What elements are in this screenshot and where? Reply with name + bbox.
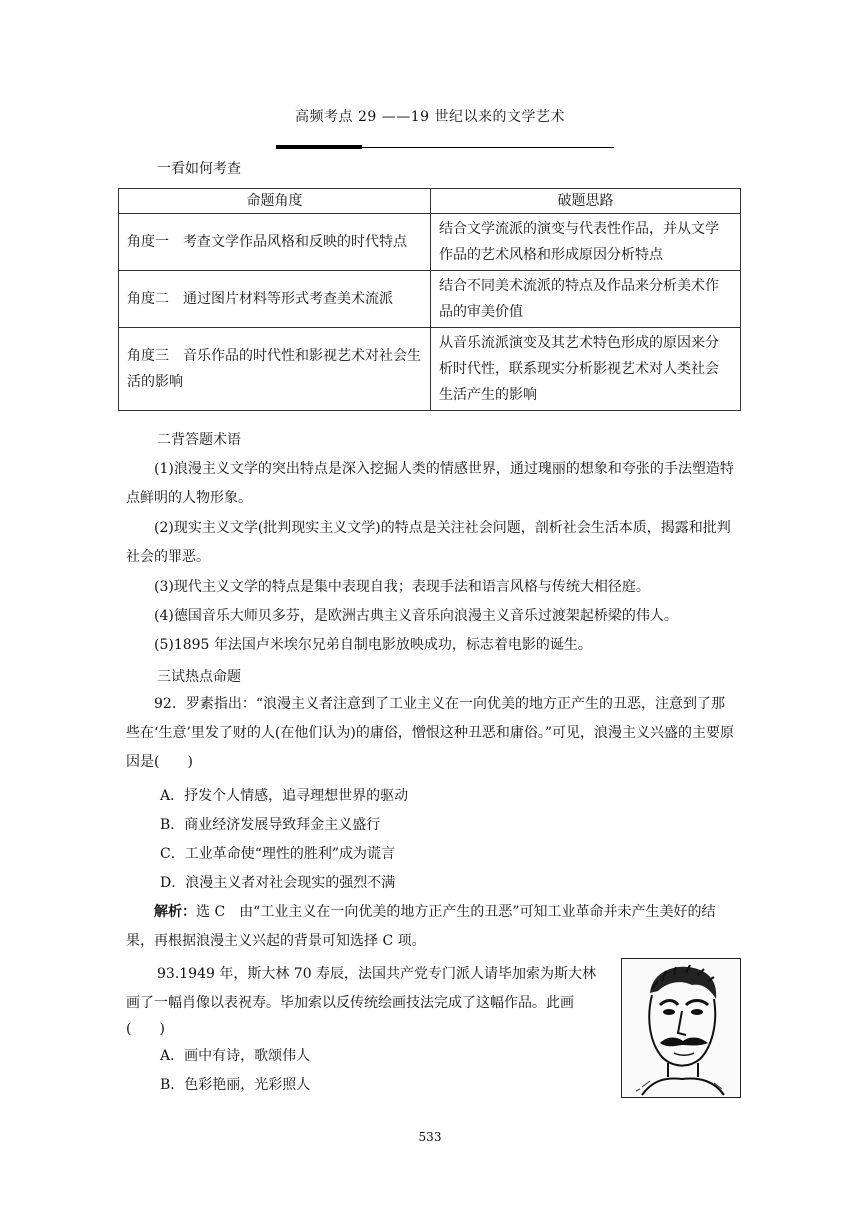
portrait-sketch-drawing xyxy=(622,959,740,1097)
term-3: (3)现代主义文学的特点是集中表现自我；表现手法和语言风格与传统大相径庭。 xyxy=(154,579,650,595)
term-5: (5)1895 年法国卢米埃尔兄弟自制电影放映成功，标志着电影的诞生。 xyxy=(154,637,592,653)
page-title: 高频考点 29 ——19 世纪以来的文学艺术 xyxy=(295,109,565,125)
table-cell: 角度三 音乐作品的时代性和影视艺术对社会生活的影响 xyxy=(119,328,431,411)
table-cell: 从音乐流派演变及其艺术特色形成的原因来分析时代性，联系现实分析影视艺术对人类社会生活产生的影响 xyxy=(431,328,741,411)
table-row xyxy=(119,214,741,271)
question-93-stem-line-1: 93.1949 年，斯大林 70 寿辰，法国共产党专门派人请毕加索为斯大林 xyxy=(157,966,597,982)
title-underline-thick xyxy=(276,145,362,149)
page-number: 533 xyxy=(418,1130,442,1144)
question-93-option-b: B．色彩艳丽，光彩照人 xyxy=(160,1077,311,1093)
question-92-option-c: C．工业革命使“理性的胜利”成为谎言 xyxy=(160,846,396,862)
portrait-sketch-image xyxy=(621,958,741,1098)
section-heading-1: 一看如何考查 xyxy=(157,161,241,177)
term-1: (1)浪漫主义文学的突出特点是深入挖掘人类的情感世界，通过瑰丽的想象和夸张的手法塑造特点鲜明的人物形象。 xyxy=(126,461,734,506)
question-92-option-d: D．浪漫主义者对社会现实的强烈不满 xyxy=(160,875,396,891)
table-cell: 结合文学流派的演变与代表性作品，并从文学作品的艺术风格和形成原因分析特点 xyxy=(431,214,741,271)
title-underline-thin xyxy=(362,147,614,148)
term-4: (4)德国音乐大师贝多芬，是欧洲古典主义音乐向浪漫主义音乐过渡架起桥梁的伟人。 xyxy=(154,608,678,624)
question-92-option-b: B．商业经济发展导致拜金主义盛行 xyxy=(160,817,381,833)
question-93-stem-line-3: ( ) xyxy=(126,1021,165,1037)
analysis-text: 选 C 由“工业主义在一向优美的地方正产生的丑恶”可知工业革命并未产生美好的结果，再根据浪漫主义兴起的背景可知选择 C 项。 xyxy=(126,904,716,949)
term-2: (2)现实主义文学(批判现实主义文学)的特点是关注社会问题，剖析社会生活本质，揭露和批判社会的罪恶。 xyxy=(126,520,731,565)
table-cell: 角度一 考查文学作品风格和反映的时代特点 xyxy=(119,214,431,271)
question-93-stem-line-2: 画了一幅肖像以表祝寿。毕加索以反传统绘画技法完成了这幅作品。此画 xyxy=(126,995,574,1011)
table-header-cell: 命题角度 xyxy=(119,189,431,214)
table-cell: 角度二 通过图片材料等形式考查美术流派 xyxy=(119,271,431,328)
section-heading-2: 二背答题术语 xyxy=(157,432,241,448)
section-heading-3: 三试热点命题 xyxy=(157,669,241,685)
question-93-option-a: A．画中有诗，歌颂伟人 xyxy=(160,1048,311,1064)
question-92-stem: 92．罗素指出：“浪漫主义者注意到了工业主义在一向优美的地方正产生的丑恶，注意到了那些在‘生意’里发了财的人(在他们认为)的庸俗，憎恨这种丑恶和庸俗。”可见，浪漫主义兴盛的主要原因是( ) xyxy=(126,696,734,770)
analysis-label: 解析： xyxy=(154,904,196,920)
table-cell: 结合不同美术流派的特点及作品来分析美术作品的审美价值 xyxy=(431,271,741,328)
table-row xyxy=(119,271,741,328)
topic-table xyxy=(118,188,741,411)
table-header-row xyxy=(119,189,741,214)
question-92-analysis xyxy=(126,898,736,956)
table-header-cell: 破题思路 xyxy=(431,189,741,214)
question-92-option-a: A．抒发个人情感，追寻理想世界的驱动 xyxy=(160,788,409,804)
table-row xyxy=(119,328,741,411)
